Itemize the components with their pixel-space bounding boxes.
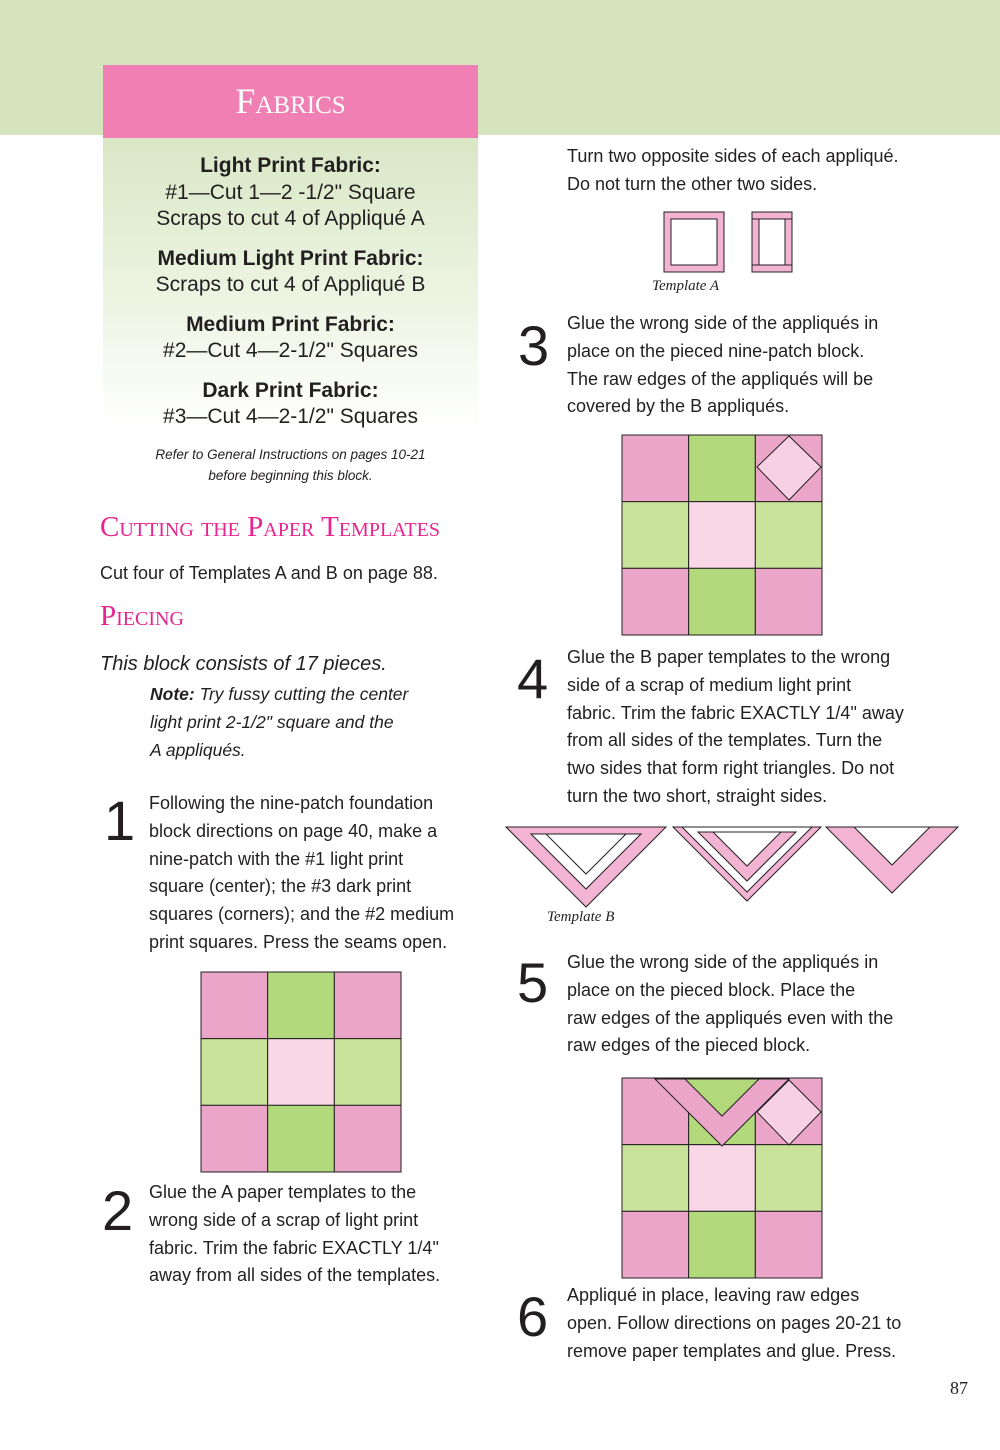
patch-square xyxy=(622,1211,689,1278)
step-6-text xyxy=(567,1282,901,1365)
fabric-heading: Medium Light Print Fabric: xyxy=(157,246,424,270)
patch-square xyxy=(201,1105,268,1172)
step-line: place on the pieced nine-patch block. xyxy=(567,340,865,361)
fabric-line: #1—Cut 1—2 -1/2" Square xyxy=(165,180,416,204)
fabric-line: #3—Cut 4—2-1/2" Squares xyxy=(163,405,418,428)
piecing-title: Piecing xyxy=(100,600,184,632)
fabric-heading: Medium Print Fabric: xyxy=(186,312,395,336)
refer-line: Refer to General Instructions on pages 10-21 xyxy=(155,447,426,462)
fabrics-title: Fabrics xyxy=(103,65,478,138)
step-line: Appliqué in place, leaving raw edges xyxy=(567,1285,860,1305)
step-line: print squares. Press the seams open. xyxy=(149,931,448,952)
step-line: turn the two short, straight sides. xyxy=(567,785,828,806)
fabric-line: #2—Cut 4—2-1/2" Squares xyxy=(163,339,418,362)
step-line: side of a scrap of medium light print xyxy=(567,674,852,695)
step-line: Do not turn the other two sides. xyxy=(567,173,818,194)
step-2-text xyxy=(149,1179,440,1290)
step-line: covered by the B appliqués. xyxy=(567,396,790,417)
patch-square xyxy=(201,1039,268,1106)
step-line: Glue the B paper templates to the wrong xyxy=(567,647,891,667)
page-number: 87 xyxy=(950,1378,968,1398)
step-line: The raw edges of the appliqués will be xyxy=(567,368,874,389)
template-a-caption: Template A xyxy=(652,278,720,294)
cutting-title: Cutting the Paper Templates xyxy=(100,511,440,543)
patch-square xyxy=(689,1145,756,1212)
fabric-line: Scraps to cut 4 of Appliqué B xyxy=(155,273,426,296)
step-line: fabric. Trim the fabric EXACTLY 1/4" xyxy=(149,1237,439,1258)
patch-square xyxy=(755,1211,822,1278)
step-line: square (center); the #3 dark print xyxy=(149,876,412,897)
patch-square xyxy=(268,1105,335,1172)
step-number: 3 xyxy=(518,314,550,377)
step-line: Following the nine-patch foundation xyxy=(149,793,434,813)
step-line: squares (corners); and the #2 medium xyxy=(149,904,455,925)
piecing-intro: This block consists of 17 pieces. xyxy=(100,653,387,675)
step-line: place on the pieced block. Place the xyxy=(567,979,856,1000)
template-b-caption: Template B xyxy=(547,909,615,925)
step-line: fabric. Trim the fabric EXACTLY 1/4" away xyxy=(567,702,904,723)
step-line: Glue the wrong side of the appliqués in xyxy=(567,313,879,333)
step-line: Turn two opposite sides of each appliqué. xyxy=(567,146,899,166)
step-line: from all sides of the templates. Turn the xyxy=(567,730,883,751)
fabric-heading: Light Print Fabric: xyxy=(200,154,381,177)
step-number: 6 xyxy=(517,1285,549,1348)
fabric-heading: Dark Print Fabric: xyxy=(202,378,379,402)
step-number: 4 xyxy=(517,647,549,710)
patch-square xyxy=(334,1105,401,1172)
step-line: away from all sides of the templates. xyxy=(149,1265,441,1286)
patch-square xyxy=(268,1039,335,1106)
template-b-untrimmed xyxy=(506,827,666,907)
step-line: nine-patch with the #1 light print xyxy=(149,848,404,869)
step-line: Glue the wrong side of the appliqués in xyxy=(567,952,879,972)
note-line: light print 2-1/2" square and the xyxy=(150,711,394,732)
patch-square xyxy=(689,1211,756,1278)
step-line: wrong side of a scrap of light print xyxy=(149,1209,419,1230)
nine-patch-block-diagram xyxy=(201,972,401,1172)
block-with-b-applique-diagram xyxy=(622,1078,822,1278)
note-line: A appliqués. xyxy=(150,739,246,760)
step-line: raw edges of the appliqués even with the xyxy=(567,1007,894,1028)
template-b-turned xyxy=(673,827,821,901)
note-line: Try fussy cutting the center xyxy=(194,684,409,704)
step-line: remove paper templates and glue. Press. xyxy=(567,1340,897,1361)
step-5-text xyxy=(567,949,893,1060)
step-number: 1 xyxy=(104,789,136,852)
template-b-finished xyxy=(826,827,958,893)
patch-square xyxy=(622,1145,689,1212)
step-line: two sides that form right triangles. Do not xyxy=(567,758,895,779)
step-line: open. Follow directions on pages 20-21 to xyxy=(567,1312,902,1333)
step-number: 2 xyxy=(102,1179,134,1242)
fabric-line: Scraps to cut 4 of Appliqué A xyxy=(156,207,425,230)
step-line: Glue the A paper templates to the xyxy=(149,1182,417,1202)
step-line: raw edges of the pieced block. xyxy=(567,1035,811,1056)
step-line: block directions on page 40, make a xyxy=(149,820,438,841)
patch-square xyxy=(755,1145,822,1212)
cutting-text: Cut four of Templates A and B on page 88. xyxy=(100,563,438,583)
patch-square xyxy=(334,1039,401,1106)
note-label: Note: xyxy=(150,684,195,704)
refer-line: before beginning this block. xyxy=(208,468,373,483)
step-number: 5 xyxy=(517,951,549,1014)
